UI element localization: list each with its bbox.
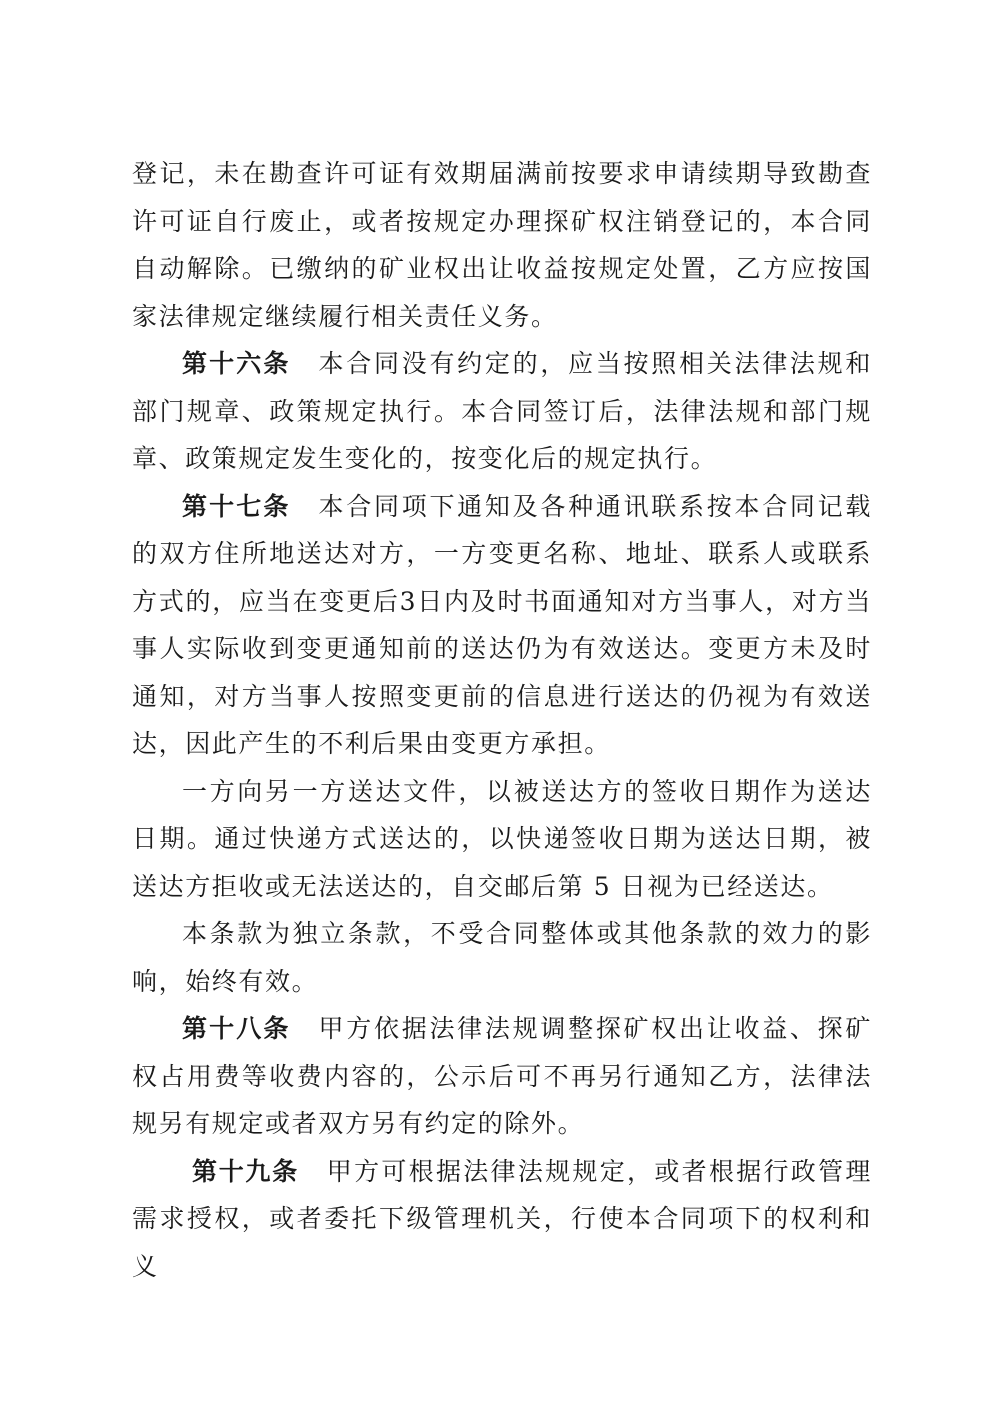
article-text: 甲方可根据法律法规规定，或者根据行政管理需求授权，或者委托下级管理机关，行使本合同项下的权利和义 [132,1156,872,1281]
article-text: 甲方依据法律法规调整探矿权出让收益、探矿权占用费等收费内容的，公示后可不再另行通知乙方，法律法规另有规定或者双方另有约定的除外。 [132,1014,872,1138]
article-18 [132,1005,872,1148]
article-17 [132,483,872,768]
document-body [132,150,872,1290]
paragraph-text: 本条款为独立条款，不受合同整体或其他条款的效力的影响，始终有效。 [132,919,872,996]
article-text: 本合同项下通知及各种通讯联系按本合同记载的双方住所地送达对方，一方变更名称、地址、联系人或联系方式的，应当在变更后3日内及时书面通知对方当事人，对方当事人实际收到变更通知前的送达仍为有效送达。变更方未及时通知，对方当事人按照变更前的信息进行送达的仍视为有效送达，因此产生的不利后果由变更方承担。 [132,491,872,758]
article-17-delivery-paragraph [132,768,872,911]
article-number: 第十八条 [182,1014,291,1043]
paragraph-text: 登记，未在勘查许可证有效期届满前按要求申请续期导致勘查许可证自行废止，或者按规定办理探矿权注销登记的，本合同自动解除。已缴纳的矿业权出让收益按规定处置，乙方应按国家法律规定继续履行相关责任义务。 [132,159,872,331]
article-16 [132,340,872,483]
paragraph-text: 一方向另一方送达文件，以被送达方的签收日期作为送达日期。通过快递方式送达的，以快递签收日期为送达日期，被送达方拒收或无法送达的，自交邮后第 5 日视为已经送达。 [132,776,872,901]
article-number: 第十七条 [182,491,291,521]
article-number: 第十六条 [182,349,291,378]
article-19 [132,1148,872,1291]
article-number: 第十九条 [192,1156,299,1186]
article-text: 本合同没有约定的，应当按照相关法律法规和部门规章、政策规定执行。本合同签订后，法律法规和部门规章、政策规定发生变化的，按变化后的规定执行。 [132,349,872,473]
article-17-independence-paragraph [132,910,872,1005]
paragraph-continuation [132,150,872,340]
